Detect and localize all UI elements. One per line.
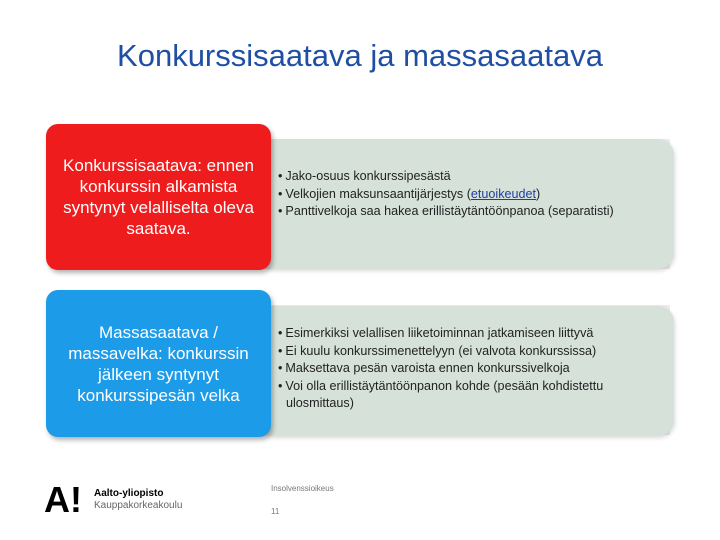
logo-text: [94, 488, 182, 512]
bullet-item: • Panttivelkoja saa hakea erillistäytäntöönpanoa (separatisti): [278, 203, 668, 221]
logo-mark: A!: [44, 479, 82, 520]
bullet-list-2: [278, 325, 668, 413]
aalto-logo: [44, 479, 244, 520]
bullet-text: ): [536, 186, 541, 201]
bullet-item: • Ei kuulu konkurssimenettelyyn (ei valvota konkurssissa): [278, 343, 668, 361]
bullet-list-1: [278, 168, 668, 221]
konkurssisaatava-box: [46, 124, 271, 270]
footer-course: Insolvenssioikeus: [271, 484, 334, 493]
bullet-item: • Maksettava pesän varoista ennen konkurssivelkoja: [278, 360, 668, 378]
konkurssisaatava-label: Konkurssisaatava: ennen konkurssin alkamista syntynyt velalliselta oleva saatava.: [63, 156, 254, 238]
etuoikeudet-link[interactable]: etuoikeudet: [470, 186, 537, 201]
massasaatava-box: [46, 290, 271, 437]
bullet-item: [278, 186, 668, 204]
bullet-item: • Jako-osuus konkurssipesästä: [278, 168, 668, 186]
page-number: 11: [271, 507, 280, 516]
bullet-text: Velkojien maksunsaantijärjestys (: [285, 186, 471, 201]
massasaatava-label: Massasaatava / massavelka: konkurssin jälkeen syntynyt konkurssipesän velka: [68, 322, 249, 405]
bullet-item: • Voi olla erillistäytäntöönpanon kohde (pesään kohdistettu ulosmittaus): [278, 378, 668, 413]
bullet-item: • Esimerkiksi velallisen liiketoiminnan jatkamiseen liittyvä: [278, 325, 668, 343]
slide-title: Konkurssisaatava ja massasaatava: [117, 38, 603, 73]
logo-school-name: Kauppakorkeakoulu: [94, 500, 183, 511]
logo-university-name: Aalto-yliopisto: [94, 488, 164, 499]
